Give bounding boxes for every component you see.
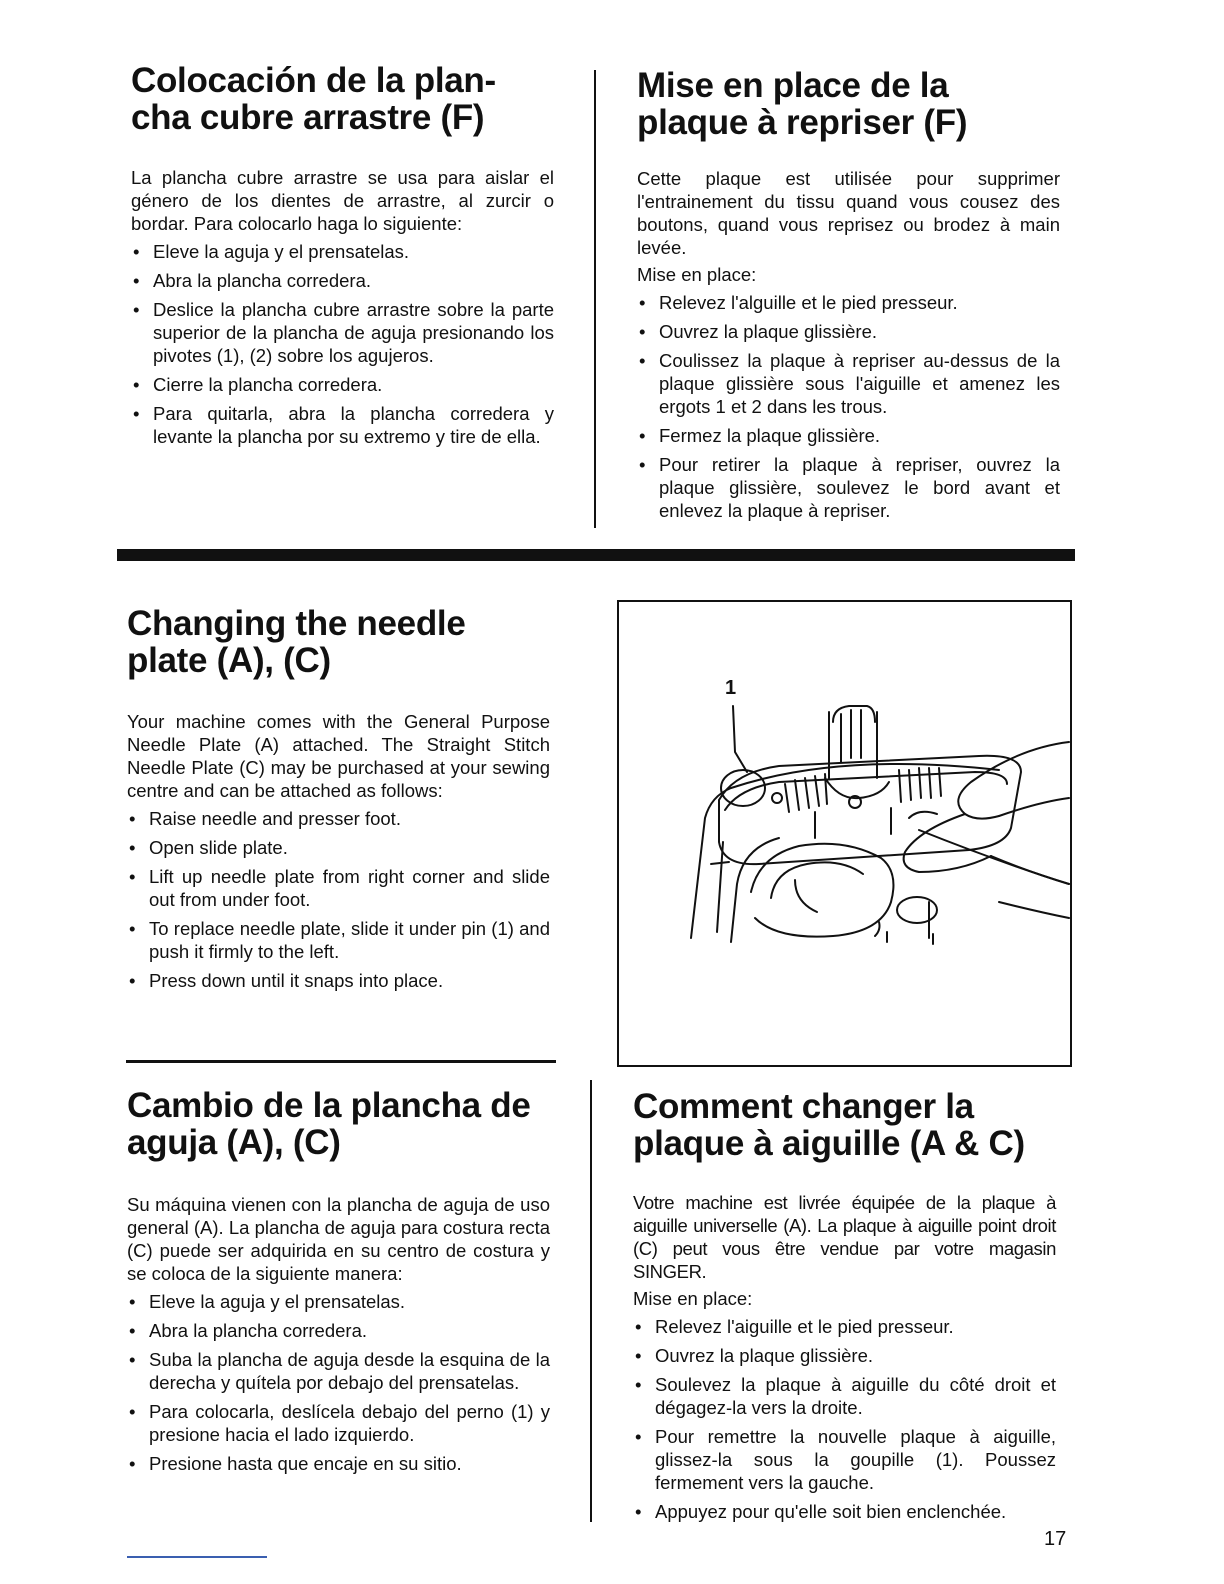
fr-bottom-title [633,1088,1056,1162]
bullet-text: Eleve la aguja y el prensatelas. [149,1291,406,1312]
en-section [127,605,550,998]
bullet-text: Relevez l'alguille et le pied presseur. [659,292,958,313]
bullet-icon: • [639,292,646,313]
es-bottom-title-line-2: aguja (A), (C) [127,1123,341,1162]
list-item [633,1344,1056,1367]
es-top-bullet-list [131,240,554,448]
en-title-line-1: Changing the needle [127,604,466,643]
bullet-icon: • [635,1501,642,1522]
list-item [633,1373,1056,1419]
bullet-icon: • [639,425,646,446]
bullet-text: Open slide plate. [149,837,288,858]
bullet-text: Suba la plancha de aguja desde la esquina de la derecha y quítela por debajo del prensatelas. [149,1349,550,1393]
list-item [633,1425,1056,1494]
bullet-text: Para quitarla, abra la plancha corredera y levante la plancha por su extremo y tire de ella. [153,403,554,447]
fr-top-bullet-list [637,291,1060,522]
bullet-text: Pour remettre la nouvelle plaque à aiguille, glissez-la sous la goupille (1). Poussez fermement vers la gauche. [655,1426,1056,1493]
list-item [127,917,550,963]
fr-top-title [637,67,1060,141]
bullet-icon: • [129,808,136,829]
list-item [127,1452,550,1475]
bullet-icon: • [133,270,140,291]
bullet-icon: • [133,374,140,395]
list-item [131,298,554,367]
bullet-icon: • [129,1349,136,1370]
list-item [127,807,550,830]
es-bottom-title-line-1: Cambio de la plancha de [127,1086,531,1125]
bullet-text: Ouvrez la plaque glissière. [659,321,877,342]
list-item [637,349,1060,418]
fr-bottom-intro: Votre machine est livrée équipée de la plaque à aiguille universelle (A). La plaque à aiguille point droit (C) peut vous être vendue par votre magasin SINGER. [633,1192,1056,1282]
list-item [131,240,554,263]
bullet-icon: • [129,918,136,939]
fr-bottom-title-line-2: plaque à aiguille (A & C) [633,1124,1025,1163]
page-number: 17 [1044,1528,1067,1550]
bullet-text: Soulevez la plaque à aiguille du côté droit et dégagez-la vers la droite. [655,1374,1056,1418]
bullet-icon: • [129,1453,136,1474]
fr-top-intro: Cette plaque est utilisée pour supprimer l'entrainement du tissu quand vous cousez des boutons, quand vous reprisez ou brodez à main levée. [637,168,1060,258]
list-item [127,1319,550,1342]
figure-callout-1: 1 [725,677,737,699]
fr-top-subheading: Mise en place: [637,264,757,285]
bullet-icon: • [635,1426,642,1447]
bullet-icon: • [635,1316,642,1337]
bullet-text: To replace needle plate, slide it under pin (1) and push it firmly to the left. [149,918,550,962]
machine-line-art [691,706,1069,944]
bullet-text: Deslice la plancha cubre arrastre sobre la parte superior de la plancha de aguja presionando los pivotes (1), (2) sobre los agujeros. [153,299,554,366]
es-top-title-line-1: Colocación de la plan- [131,61,496,100]
list-item [127,865,550,911]
list-item [633,1315,1056,1338]
fr-bottom-bullet-list [633,1315,1056,1523]
column-divider-bottom [590,1080,592,1522]
list-item [637,320,1060,343]
bullet-text: Appuyez pour qu'elle soit bien enclenchée. [655,1501,1007,1522]
column-divider-top [594,70,596,528]
es-top-title-line-2: cha cubre arrastre (F) [131,98,485,137]
fr-top-section [637,67,1060,528]
needle-plate-illustration [619,602,1070,1065]
list-item [127,1290,550,1313]
bullet-text: Press down until it snaps into place. [149,970,444,991]
bullet-icon: • [129,1320,136,1341]
bullet-text: Pour retirer la plaque à repriser, ouvrez la plaque glissière, soulevez le bord avant et enlevez la plaque à repriser. [659,454,1060,521]
bullet-icon: • [639,321,646,342]
es-top-intro: La plancha cubre arrastre se usa para aislar el género de los dientes de arrastre, al zurcir o bordar. Para colocarlo haga lo siguiente: [131,167,554,234]
list-item [127,1348,550,1394]
list-item [131,269,554,292]
bullet-icon: • [129,866,136,887]
bullet-text: Eleve la aguja y el prensatelas. [153,241,410,262]
bullet-text: Cierre la plancha corredera. [153,374,383,395]
list-item [131,402,554,448]
list-item [131,373,554,396]
en-title [127,605,550,679]
bullet-icon: • [635,1374,642,1395]
es-bottom-bullet-list [127,1290,550,1475]
list-item [637,291,1060,314]
es-top-section [131,62,554,454]
fr-top-title-line-1: Mise en place de la [637,66,949,105]
list-item [127,836,550,859]
list-item [127,1400,550,1446]
bullet-text: Fermez la plaque glissière. [659,425,881,446]
bullet-icon: • [133,241,140,262]
en-title-line-2: plate (A), (C) [127,641,331,680]
bullet-icon: • [129,970,136,991]
bullet-icon: • [129,837,136,858]
es-bottom-section [127,1087,550,1481]
bullet-text: Para colocarla, deslícela debajo del perno (1) y presione hacia el lado izquierdo. [149,1401,550,1445]
list-item [637,453,1060,522]
bullet-icon: • [129,1291,136,1312]
bullet-text: Relevez l'aiguille et le pied presseur. [655,1316,954,1337]
bullet-text: Abra la plancha corredera. [153,270,372,291]
fr-top-title-line-2: plaque à repriser (F) [637,103,968,142]
en-bullet-list [127,807,550,992]
bullet-icon: • [133,403,140,424]
list-item [127,969,550,992]
bullet-text: Presione hasta que encaje en su sitio. [149,1453,462,1474]
fr-bottom-subheading: Mise en place: [633,1288,753,1309]
footer-rule [127,1556,267,1558]
section-separator [117,549,1075,561]
bullet-icon: • [639,350,646,371]
es-bottom-intro: Su máquina vienen con la plancha de aguja de uso general (A). La plancha de aguja para costura recta (C) puede ser adquirida en su centro de costura y se coloca de la siguiente manera: [127,1194,550,1284]
bullet-icon: • [635,1345,642,1366]
thin-separator [126,1060,556,1063]
fr-bottom-title-line-1: Comment changer la [633,1087,974,1126]
es-bottom-title [127,1087,550,1161]
list-item [633,1500,1056,1523]
bullet-icon: • [133,299,140,320]
fr-bottom-section [633,1088,1056,1529]
needle-plate-figure [617,600,1072,1067]
bullet-icon: • [639,454,646,475]
en-intro: Your machine comes with the General Purpose Needle Plate (A) attached. The Straight Stitch Needle Plate (C) may be purchased at your sewing centre and can be attached as follows: [127,711,550,801]
bullet-icon: • [129,1401,136,1422]
bullet-text: Ouvrez la plaque glissière. [655,1345,873,1366]
bullet-text: Abra la plancha corredera. [149,1320,368,1341]
bullet-text: Raise needle and presser foot. [149,808,401,829]
bullet-text: Lift up needle plate from right corner and slide out from under foot. [149,866,550,910]
bullet-text: Coulissez la plaque à repriser au-dessus de la plaque glissière sous l'aiguille et amenez les ergots 1 et 2 dans les trous. [659,350,1060,417]
list-item [637,424,1060,447]
es-top-title [131,62,554,136]
